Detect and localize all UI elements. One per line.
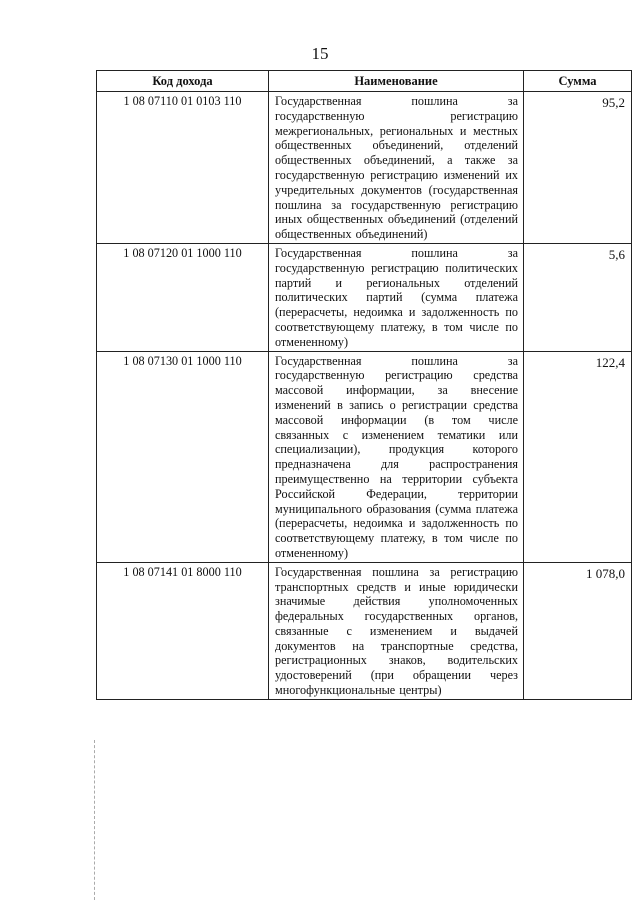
table-row [97,351,632,562]
table-row [97,92,632,244]
margin-scan-line [94,740,95,900]
revenue-name-cell: Государственная пошлина за регистрацию транспортных средств и иные юридически значимые действия уполномоченных федеральных государственных органов, связанные с изменением и выдачей документов на транспортные средства, регистрационных знаков, водительских удостоверений (при обращении через многофункциональные центры) [269,562,524,699]
revenue-table [96,70,632,700]
table-row [97,243,632,351]
revenue-sum-cell: 5,6 [524,243,632,351]
table-row [97,562,632,699]
revenue-code-cell: 1 08 07141 01 8000 110 [97,562,269,699]
page-number: 15 [311,44,329,63]
revenue-name-cell: Государственная пошлина за государственную регистрацию средства массовой информации, за внесение изменений в запись о регистрации средства массовой информации (в том числе связанных с изменением тематики или специализации), продукция которого предназначена для распространения преимущественно на территории субъекта Российской Федерации, территории муниципального образования (сумма платежа (перерасчеты, недоимка и задолженность по соответствующему платежу, в том числе по отмененному) [269,351,524,562]
header-code: Код дохода [97,71,269,92]
revenue-sum-cell: 122,4 [524,351,632,562]
revenue-code-cell: 1 08 07130 01 1000 110 [97,351,269,562]
header-sum: Сумма [524,71,632,92]
revenue-name-cell: Государственная пошлина за государственную регистрацию межрегиональных, региональных и местных общественных объединений, отделений общественных объединений, а также за государственную регистрацию изменений их учредительных документов (государственная пошлина за государственную регистрацию иных общественных объединений (отделений общественных объединений) [269,92,524,244]
revenue-code-cell: 1 08 07120 01 1000 110 [97,243,269,351]
revenue-code-cell: 1 08 07110 01 0103 110 [97,92,269,244]
revenue-sum-cell: 95,2 [524,92,632,244]
header-name: Наименование [269,71,524,92]
revenue-sum-cell: 1 078,0 [524,562,632,699]
revenue-name-cell: Государственная пошлина за государственную регистрацию политических партий и региональных отделений политических партий (сумма платежа (перерасчеты, недоимка и задолженность по соответствующему платежу, в том числе по отмененному) [269,243,524,351]
table-header-row [97,71,632,92]
